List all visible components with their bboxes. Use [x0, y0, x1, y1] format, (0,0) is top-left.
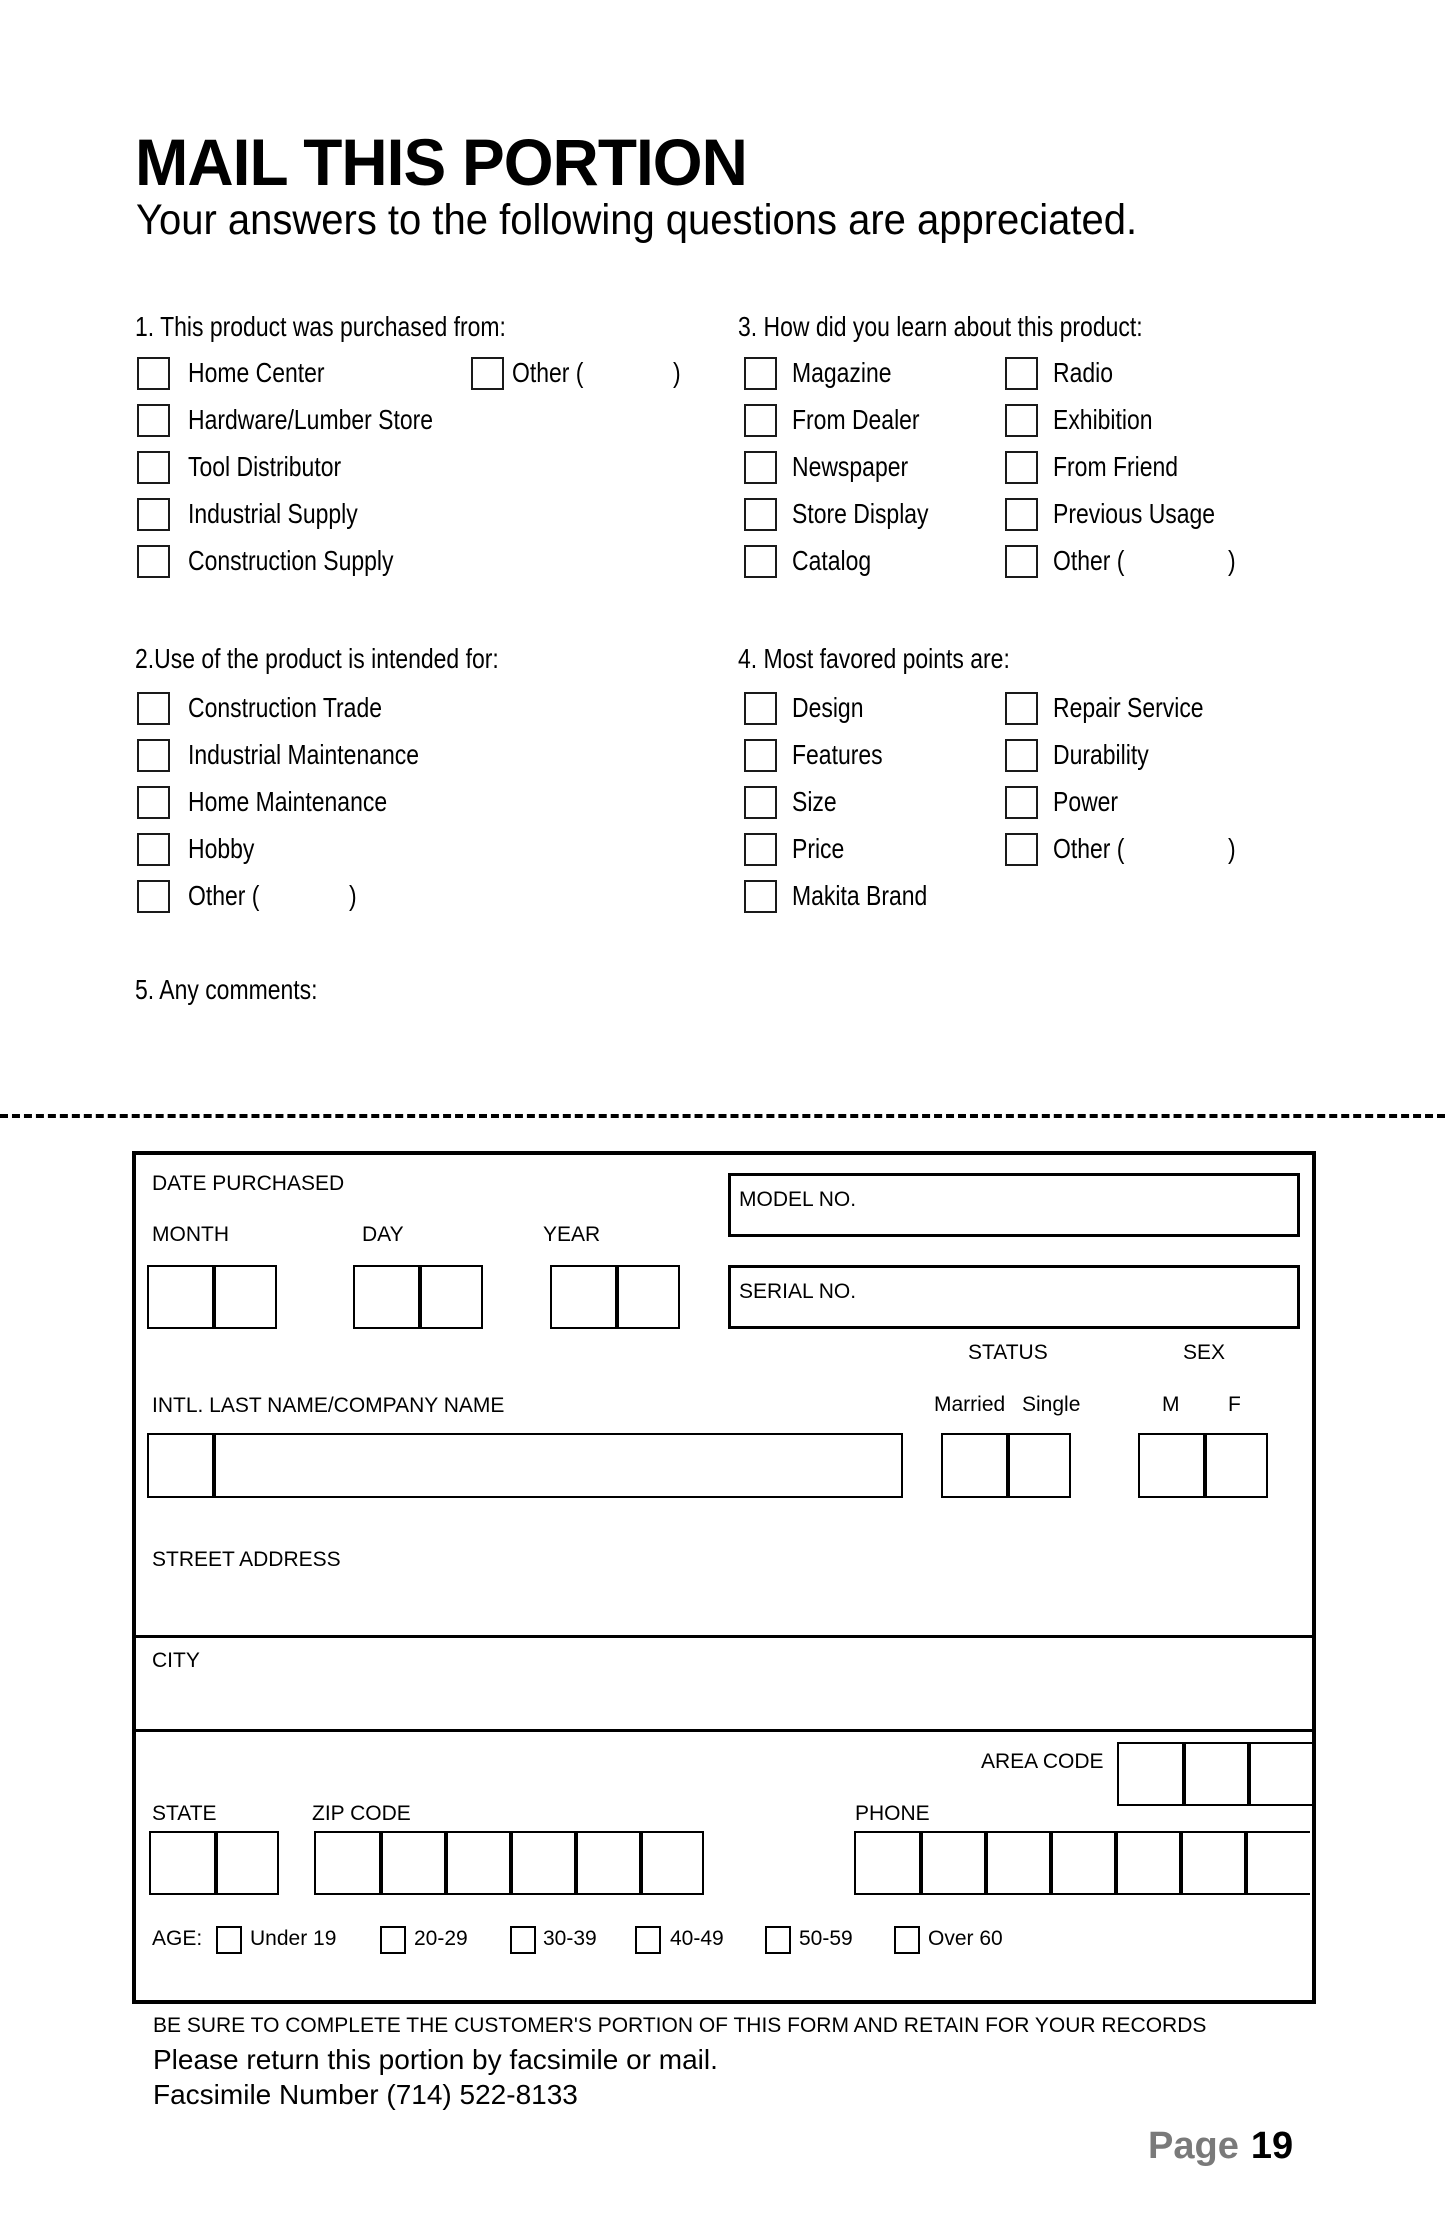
- checkbox[interactable]: [1005, 357, 1038, 390]
- checkbox[interactable]: [137, 404, 170, 437]
- other-close-paren: ): [1228, 545, 1236, 576]
- question-4-heading: 4. Most favored points are:: [738, 643, 1010, 674]
- question-2-heading: 2.Use of the product is intended for:: [135, 643, 499, 674]
- state-label: STATE: [152, 1802, 217, 1825]
- street-address-label: STREET ADDRESS: [152, 1548, 341, 1571]
- letter-box[interactable]: [214, 1831, 279, 1895]
- page-number: [1148, 2125, 1293, 2168]
- digit-box[interactable]: [984, 1831, 1049, 1895]
- checkbox[interactable]: [744, 545, 777, 578]
- checkbox[interactable]: [137, 357, 170, 390]
- digit-box[interactable]: [379, 1831, 444, 1895]
- option-label: Industrial Supply: [188, 498, 358, 529]
- page-word: Page: [1148, 2125, 1239, 2167]
- model-no-label: MODEL NO.: [739, 1188, 857, 1211]
- checkbox[interactable]: [137, 498, 170, 531]
- city-field[interactable]: [136, 1640, 1308, 1728]
- question-1-heading: 1. This product was purchased from:: [135, 311, 506, 342]
- digit-box[interactable]: [919, 1831, 984, 1895]
- option-label: Construction Trade: [188, 692, 382, 723]
- option-label: Tool Distributor: [188, 451, 342, 482]
- option-label: Exhibition: [1053, 404, 1153, 435]
- digit-box[interactable]: [212, 1265, 277, 1329]
- checkbox[interactable]: [216, 1926, 242, 1954]
- sex-label: SEX: [1183, 1341, 1226, 1364]
- phone-input[interactable]: [854, 1831, 1310, 1895]
- digit-box[interactable]: [1247, 1742, 1312, 1806]
- zip-code-input[interactable]: [314, 1831, 704, 1895]
- digit-box[interactable]: [615, 1265, 680, 1329]
- question-5-heading: 5. Any comments:: [135, 974, 318, 1005]
- option-label: Hardware/Lumber Store: [188, 404, 434, 435]
- initial-box[interactable]: [147, 1433, 212, 1498]
- checkbox[interactable]: [1005, 498, 1038, 531]
- day-label: DAY: [362, 1223, 404, 1246]
- digit-box[interactable]: [353, 1265, 418, 1329]
- option-label: Durability: [1053, 739, 1149, 770]
- letter-box[interactable]: [149, 1831, 214, 1895]
- state-input[interactable]: [149, 1831, 279, 1895]
- page-subtitle: Your answers to the following questions are appreciated.: [136, 196, 1138, 244]
- checkbox[interactable]: [137, 833, 170, 866]
- option-label: Catalog: [792, 545, 872, 576]
- other-close-paren: ): [1228, 833, 1236, 864]
- page-title: MAIL THIS PORTION: [135, 125, 747, 199]
- option-label: Newspaper: [792, 451, 909, 482]
- option-label: Features: [792, 739, 883, 770]
- checkbox[interactable]: [1005, 692, 1038, 725]
- digit-box[interactable]: [1244, 1831, 1310, 1895]
- digit-box[interactable]: [1114, 1831, 1179, 1895]
- checkbox[interactable]: [635, 1926, 661, 1954]
- checkbox[interactable]: [137, 786, 170, 819]
- area-code-input[interactable]: [1117, 1742, 1312, 1806]
- age-label: AGE:: [152, 1927, 203, 1950]
- option-label: Over 60: [928, 1927, 1003, 1950]
- digit-box[interactable]: [1179, 1831, 1244, 1895]
- option-label: 40-49: [670, 1927, 724, 1950]
- checkbox[interactable]: [744, 833, 777, 866]
- digit-box[interactable]: [147, 1265, 212, 1329]
- option-label: 30-39: [543, 1927, 597, 1950]
- street-address-field[interactable]: [136, 1520, 1308, 1634]
- checkbox[interactable]: [744, 880, 777, 913]
- day-input[interactable]: [353, 1265, 483, 1329]
- option-label: Previous Usage: [1053, 498, 1216, 529]
- checkbox[interactable]: [744, 692, 777, 725]
- name-label: INTL. LAST NAME/COMPANY NAME: [152, 1394, 505, 1417]
- page-number-value: 19: [1250, 2125, 1294, 2167]
- female-label: F: [1228, 1393, 1241, 1416]
- digit-box[interactable]: [418, 1265, 483, 1329]
- checkbox[interactable]: [744, 451, 777, 484]
- married-box[interactable]: [941, 1433, 1006, 1498]
- year-label: YEAR: [543, 1223, 601, 1246]
- other-close-paren: ): [673, 357, 681, 388]
- male-label: M: [1162, 1393, 1180, 1416]
- other-close-paren: ): [349, 880, 357, 911]
- checkbox[interactable]: [1005, 404, 1038, 437]
- digit-box[interactable]: [314, 1831, 379, 1895]
- digit-box[interactable]: [509, 1831, 574, 1895]
- fax-number: Facsimile Number (714) 522-8133: [153, 2079, 578, 2110]
- status-input: [941, 1433, 1071, 1498]
- digit-box[interactable]: [639, 1831, 704, 1895]
- checkbox[interactable]: [1005, 545, 1038, 578]
- model-no-field[interactable]: [728, 1173, 1300, 1237]
- option-label: Home Center: [188, 357, 325, 388]
- status-label: STATUS: [968, 1341, 1048, 1364]
- option-label: Store Display: [792, 498, 929, 529]
- female-box[interactable]: [1203, 1433, 1268, 1498]
- checkbox[interactable]: [744, 739, 777, 772]
- last-name-box[interactable]: [212, 1433, 903, 1498]
- digit-box[interactable]: [1049, 1831, 1114, 1895]
- option-label: Size: [792, 786, 837, 817]
- option-label: Power: [1053, 786, 1119, 817]
- option-label: Design: [792, 692, 864, 723]
- digit-box[interactable]: [574, 1831, 639, 1895]
- married-label: Married: [934, 1393, 1006, 1416]
- checkbox[interactable]: [137, 880, 170, 913]
- checkbox[interactable]: [744, 786, 777, 819]
- option-label: Price: [792, 833, 845, 864]
- option-label: Construction Supply: [188, 545, 394, 576]
- records-notice: BE SURE TO COMPLETE THE CUSTOMER'S PORTION OF THIS FORM AND RETAIN FOR YOUR RECORDS: [153, 2014, 1207, 2037]
- divider: [132, 1729, 1312, 1732]
- checkbox[interactable]: [137, 692, 170, 725]
- digit-box[interactable]: [1117, 1742, 1182, 1806]
- option-label: Makita Brand: [792, 880, 928, 911]
- area-code-label: AREA CODE: [981, 1750, 1104, 1773]
- name-input: [147, 1433, 903, 1498]
- option-label: Other (: [188, 880, 260, 911]
- checkbox[interactable]: [1005, 739, 1038, 772]
- option-label: From Friend: [1053, 451, 1179, 482]
- option-label: 20-29: [414, 1927, 468, 1950]
- checkbox[interactable]: [137, 451, 170, 484]
- checkbox[interactable]: [137, 739, 170, 772]
- checkbox[interactable]: [510, 1926, 536, 1954]
- checkbox[interactable]: [471, 357, 504, 390]
- city-label: CITY: [152, 1649, 200, 1672]
- digit-box[interactable]: [1182, 1742, 1247, 1806]
- checkbox[interactable]: [744, 357, 777, 390]
- serial-no-field[interactable]: [728, 1265, 1300, 1329]
- comments-area[interactable]: [135, 1012, 1305, 1102]
- option-label: 50-59: [799, 1927, 853, 1950]
- digit-box[interactable]: [854, 1831, 919, 1895]
- return-instructions: Please return this portion by facsimile or mail.: [153, 2044, 718, 2075]
- checkbox[interactable]: [1005, 786, 1038, 819]
- option-label: Under 19: [250, 1927, 337, 1950]
- question-3-heading: 3. How did you learn about this product:: [738, 311, 1143, 342]
- checkbox[interactable]: [744, 498, 777, 531]
- option-label: Radio: [1053, 357, 1114, 388]
- single-label: Single: [1022, 1393, 1081, 1416]
- male-box[interactable]: [1138, 1433, 1203, 1498]
- digit-box[interactable]: [550, 1265, 615, 1329]
- checkbox[interactable]: [1005, 833, 1038, 866]
- option-label: Other (: [1053, 545, 1125, 576]
- checkbox[interactable]: [380, 1926, 406, 1954]
- date-purchased-label: DATE PURCHASED: [152, 1172, 345, 1195]
- option-label: Industrial Maintenance: [188, 739, 420, 770]
- option-label: Home Maintenance: [188, 786, 388, 817]
- month-input[interactable]: [147, 1265, 277, 1329]
- checkbox[interactable]: [744, 404, 777, 437]
- serial-no-label: SERIAL NO.: [739, 1280, 857, 1303]
- divider: [132, 1635, 1312, 1638]
- checkbox[interactable]: [765, 1926, 791, 1954]
- option-label: Other (: [1053, 833, 1125, 864]
- digit-box[interactable]: [444, 1831, 509, 1895]
- option-label: Repair Service: [1053, 692, 1204, 723]
- sex-input: [1138, 1433, 1268, 1498]
- zip-code-label: ZIP CODE: [312, 1802, 411, 1825]
- checkbox[interactable]: [894, 1926, 920, 1954]
- year-input[interactable]: [550, 1265, 680, 1329]
- phone-label: PHONE: [855, 1802, 930, 1825]
- option-label: Hobby: [188, 833, 255, 864]
- option-label: Magazine: [792, 357, 892, 388]
- checkbox[interactable]: [137, 545, 170, 578]
- month-label: MONTH: [152, 1223, 229, 1246]
- option-label: From Dealer: [792, 404, 920, 435]
- checkbox[interactable]: [1005, 451, 1038, 484]
- single-box[interactable]: [1006, 1433, 1071, 1498]
- cut-line: [0, 1114, 1445, 1118]
- option-label: Other (: [512, 357, 584, 388]
